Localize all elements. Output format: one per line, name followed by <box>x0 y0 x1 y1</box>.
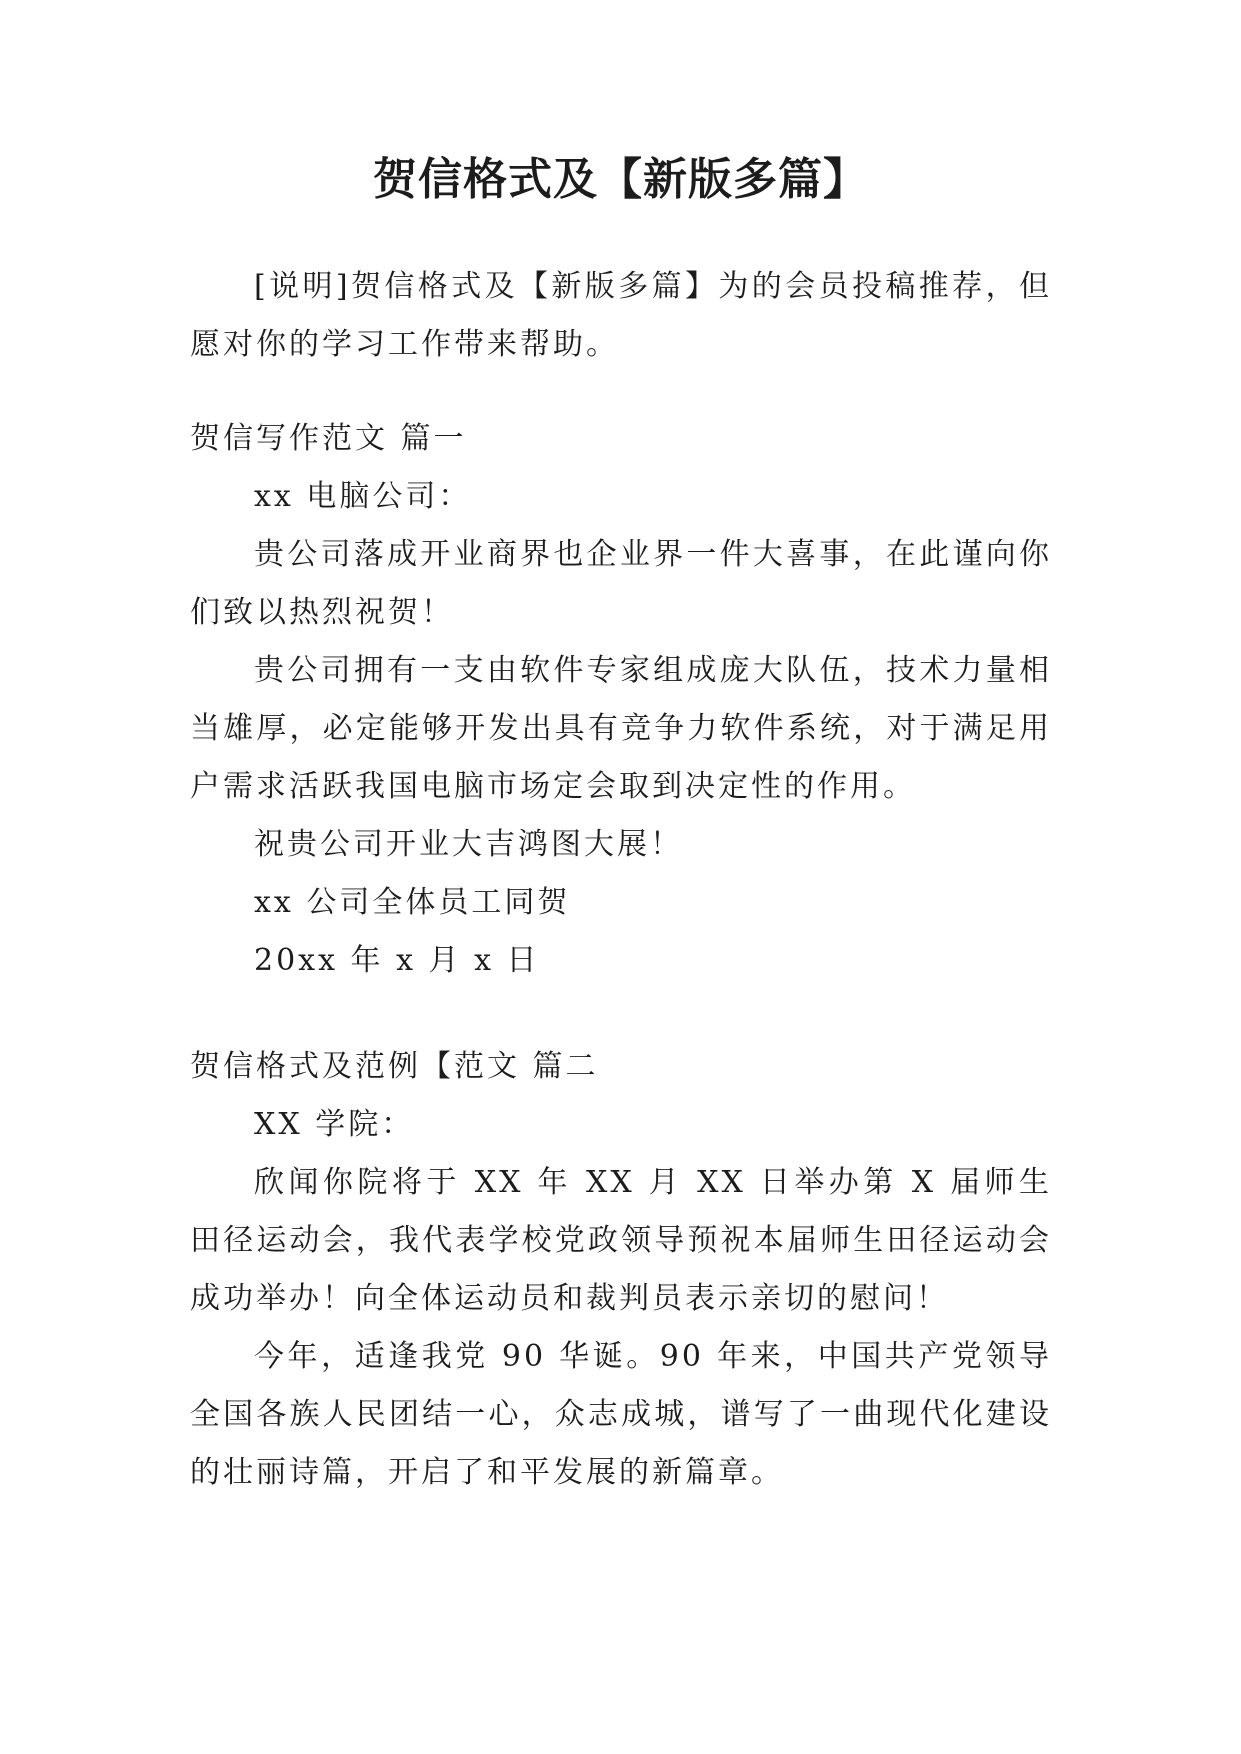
intro-block <box>190 258 1052 374</box>
intro-paragraph: [说明]贺信格式及【新版多篇】为的会员投稿推荐，但愿对你的学习工作带来帮助。 <box>190 269 1052 362</box>
section-1-date: 20xx 年 x 月 x 日 <box>254 943 540 978</box>
section-2-salutation: XX 学院： <box>254 1107 415 1142</box>
section-1-closing: 祝贵公司开业大吉鸿图大展！ <box>254 827 683 862</box>
page-title: 贺信格式及【新版多篇】 <box>373 154 868 205</box>
section-1 <box>190 410 1052 990</box>
section-2-heading: 贺信格式及范例【范文 篇二 <box>190 1049 599 1084</box>
section-1-salutation: xx 电脑公司： <box>254 479 472 514</box>
section-2 <box>190 1038 1052 1502</box>
section-1-signature: xx 公司全体员工同贺 <box>254 885 571 920</box>
section-2-paragraph-2: 今年，适逢我党 90 华诞。90 年来，中国共产党领导全国各族人民团结一心，众志成城，谱写了一曲现代化建设的壮丽诗篇，开启了和平发展的新篇章。 <box>190 1339 1052 1490</box>
section-1-paragraph-2: 贵公司拥有一支由软件专家组成庞大队伍，技术力量相当雄厚，必定能够开发出具有竞争力软件系统，对于满足用户需求活跃我国电脑市场定会取到决定性的作用。 <box>190 653 1052 804</box>
section-1-paragraph-1: 贵公司落成开业商界也企业界一件大喜事，在此谨向你们致以热烈祝贺！ <box>190 537 1052 630</box>
section-1-heading: 贺信写作范文 篇一 <box>190 421 467 456</box>
section-2-paragraph-1: 欣闻你院将于 XX 年 XX 月 XX 日举办第 X 届师生田径运动会，我代表学校党政领导预祝本届师生田径运动会成功举办！向全体运动员和裁判员表示亲切的慰问！ <box>190 1165 1052 1316</box>
